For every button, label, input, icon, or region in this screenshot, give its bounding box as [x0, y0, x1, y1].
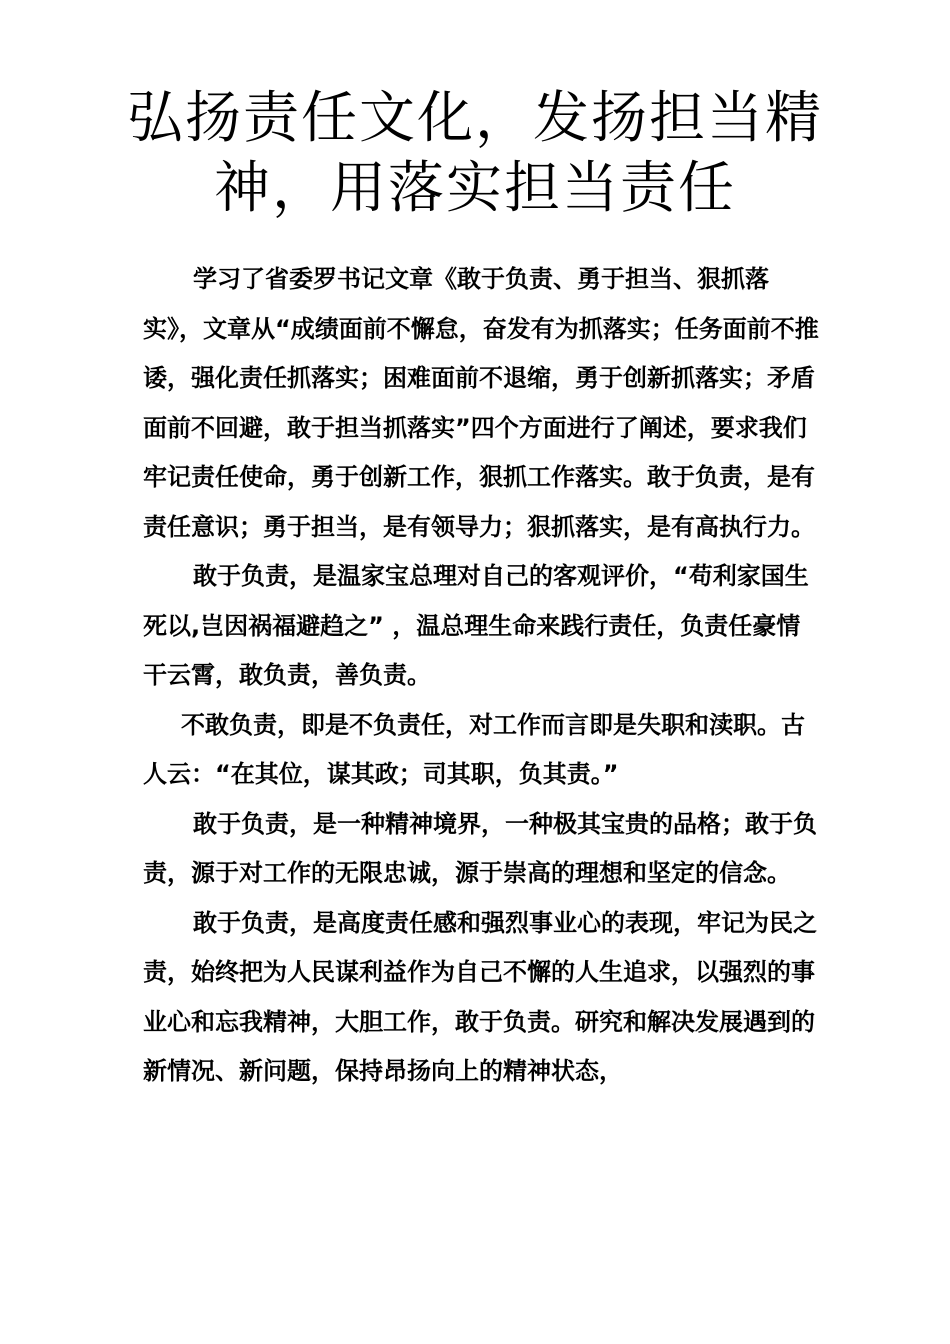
document-title: 弘扬责任文化，发扬担当精神，用落实担当责任	[127, 86, 823, 221]
paragraph-5: 敢于负责，是高度责任感和强烈事业心的表现，牢记为民之责，始终把为人民谋利益作为自己不懈的人生追求，以强烈的事业心和忘我精神，大胆工作，敢于负责。研究和解决发展遇到的新情况、新问题，保持昂扬向上的精神状态，	[143, 908, 817, 1085]
paragraph-2: 敢于负责，是温家宝总理对自己的客观评价，“苟利家国生死以,岂因祸福避趋之” ，温总理生命来践行责任，负责任豪情干云霄，敢负责，善负责。	[143, 562, 809, 689]
paragraph-4: 敢于负责，是一种精神境界，一种极其宝贵的品格；敢于负责，源于对工作的无限忠诚，源于崇高的理想和坚定的信念。	[143, 809, 817, 887]
paragraph-3: 不敢负责，即是不负责任，对工作而言即是失职和渎职。古人云：“在其位，谋其政；司其职，负其责。”	[143, 710, 805, 788]
document-body	[143, 255, 823, 1097]
paragraph-1: 学习了省委罗书记文章《敢于负责、勇于担当、狠抓落实》，文章从“成绩面前不懈怠，奋发有为抓落实；任务面前不推诿，强化责任抓落实；困难面前不退缩，勇于创新抓落实；矛盾面前不回避，敢于担当抓落实”四个方面进行了阐述，要求我们牢记责任使命，勇于创新工作，狠抓工作落实。敢于负责，是有责任意识；勇于担当，是有领导力；狠抓落实，是有高执行力。	[143, 265, 819, 541]
